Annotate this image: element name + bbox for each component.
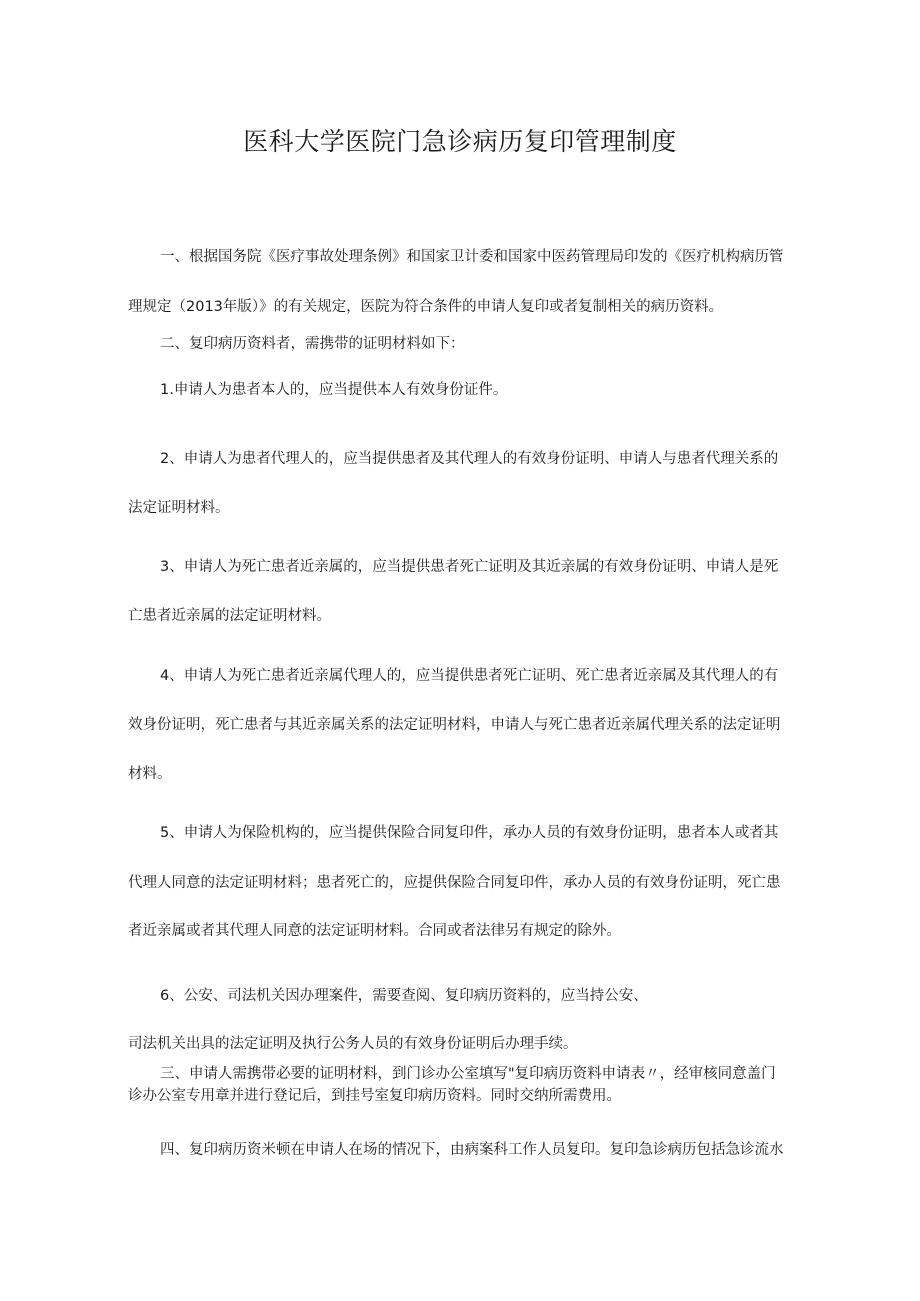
paragraph-line: 3、申请人为死亡患者近亲属的，应当提供患者死亡证明及其近亲属的有效身份证明、申请人是死 [160, 559, 779, 575]
paragraph-line: 5、申请人为保险机构的，应当提供保险合同复印件，承办人员的有效身份证明，患者本人或者其 [160, 825, 779, 841]
paragraph-line: 1.申请人为患者本人的，应当提供本人有效身份证件。 [160, 382, 508, 398]
paragraph-line: 代理人同意的法定证明材料；患者死亡的，应提供保险合同复印件，承办人员的有效身份证明，死亡患 [128, 875, 781, 891]
paragraph-line: 2、申请人为患者代理人的，应当提供患者及其代理人的有效身份证明、申请人与患者代理关系的 [160, 451, 779, 467]
paragraph-line: 材料。 [128, 766, 172, 782]
paragraph-line: 4、申请人为死亡患者近亲属代理人的，应当提供患者死亡证明、死亡患者近亲属及其代理人的有 [160, 668, 779, 684]
paragraph-line: 司法机关出具的法定证明及执行公务人员的有效身份证明后办理手续。 [128, 1036, 578, 1052]
paragraph-line: 亡患者近亲属的法定证明材料。 [128, 608, 331, 624]
document-title: 医科大学医院门急诊病历复印管理制度 [243, 127, 677, 156]
paragraph-line: 二、复印病历资料者，需携带的证明材料如下： [160, 336, 465, 352]
paragraph-line: 6、公安、司法机关因办理案件，需要查阅、复印病历资料的，应当持公安、 [160, 988, 648, 1004]
paragraph-line: 效身份证明，死亡患者与其近亲属关系的法定证明材料，申请人与死亡患者近亲属代理关系的法定证明 [128, 717, 781, 733]
paragraph-line: 者近亲属或者其代理人同意的法定证明材料。合同或者法律另有规定的除外。 [128, 923, 621, 939]
paragraph-line: 三、申请人需携带必要的证明材料，到门诊办公室填写"复印病历资料申请表〃，经审核同意盖门 [160, 1066, 776, 1082]
paragraph-line: 四、复印病历资米顿在申请人在场的情况下，由病案科工作人员复印。复印急诊病历包括急诊流水 [160, 1142, 784, 1158]
paragraph-line: 一、根据国务院《医疗事故处理条例》和国家卫计委和国家中医药管理局印发的《医疗机构病历管 [160, 249, 784, 265]
paragraph-line: 法定证明材料。 [128, 500, 230, 516]
paragraph-line: 理规定（2013年版）》的有关规定，医院为符合条件的申请人复印或者复制相关的病历资料。 [128, 299, 724, 315]
paragraph-line: 诊办公室专用章并进行登记后，到挂号室复印病历资料。同时交纳所需费用。 [128, 1088, 621, 1104]
